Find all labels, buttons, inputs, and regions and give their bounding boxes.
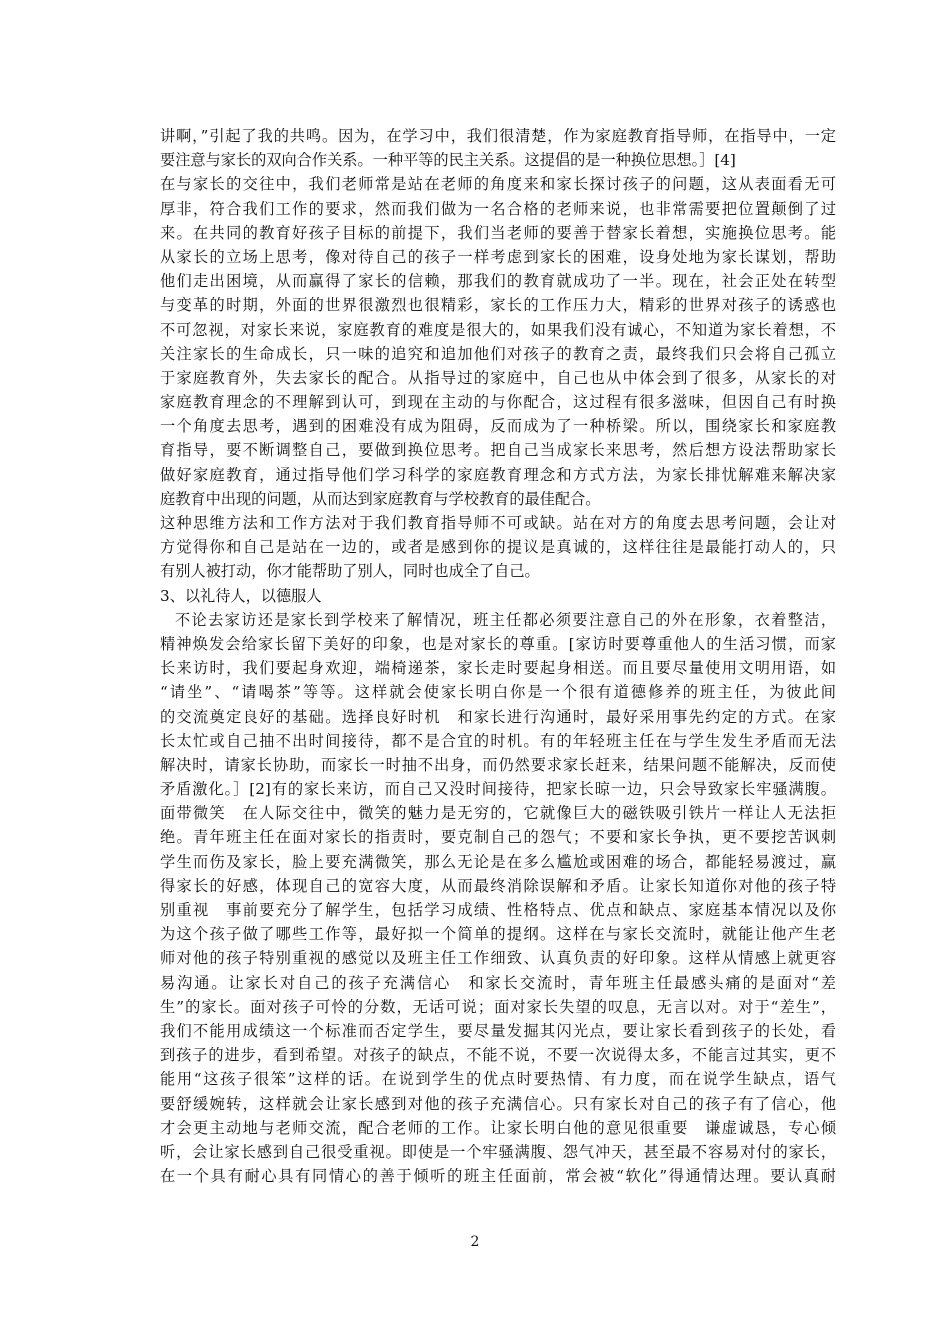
text-line: 要注意与家长的双向合作关系。一种平等的民主关系。这提倡的是一种换位思想。］[4] <box>160 151 736 170</box>
text-line: “请坐”、“请喝茶”等等。这样就会使家长明白你是一个很有道德修养的班主任，为彼此间 <box>160 683 836 702</box>
text-line: 学生而伤及家长，脸上要充满微笑，那么无论是在多么尴尬或困难的场合，都能轻易渡过，赢 <box>160 852 836 871</box>
text-line: 3、以礼待人，以德服人 <box>160 586 322 605</box>
page-number: 2 <box>470 1234 480 1250</box>
text-line: 育指导，要不断调整自己，要做到换位思考。把自己当成家长来思考，然后想方设法帮助家长 <box>160 441 836 460</box>
text-line: 面带微笑 在人际交往中，微笑的魅力是无穷的，它就像巨大的磁铁吸引铁片一样让人无法拒 <box>160 804 836 823</box>
text-line: 来。在共同的教育好孩子目标的前提下，我们当老师的要善于替家长着想，实施换位思考。能 <box>160 223 836 242</box>
text-line: 得家长的好感，体现自己的宽容大度，从而最终消除误解和矛盾。让家长知道你对他的孩子特 <box>160 876 836 895</box>
text-line: 别重视 事前要充分了解学生，包括学习成绩、性格特点、优点和缺点、家庭基本情况以及你 <box>160 901 836 919</box>
text-line: 家庭教育理念的不理解到认可，到现在主动的与你配合，这过程有很多滋味，但因自己有时换 <box>160 393 836 412</box>
text-line: 绝。青年班主任在面对家长的指责时，要克制自己的怨气；不要和家长争执，更不要挖苦讽刺 <box>160 828 836 847</box>
text-line: 听，会让家长感到自己很受重视。即使是一个牢骚满腹、怨气冲天，甚至最不容易对付的家长， <box>160 1142 836 1161</box>
text-line: 不可忽视，对家长来说，家庭教育的难度是很大的，如果我们没有诚心，不知道为家长着想，不 <box>160 320 836 339</box>
text-line: 庭教育中出现的问题，从而达到家庭教育与学校教育的最佳配合。 <box>160 489 601 508</box>
text-line: 方觉得你和自己是站在一边的，或者是感到你的提议是真诚的，这样往往是最能打动人的，只 <box>160 538 836 557</box>
text-line: 关注家长的生命成长，只一味的追究和追加他们对孩子的教育之责，最终我们只会将自己孤立 <box>160 344 836 363</box>
text-line: 于家庭教育外，失去家长的配合。从指导过的家庭中，自己也从中体会到了很多，从家长的对 <box>160 368 836 387</box>
text-line: 生”的家长。面对孩子可怜的分数，无话可说；面对家长失望的叹息，无言以对。对于“差生”， <box>160 997 836 1016</box>
text-line: 为这个孩子做了哪些工作等，最好拟一个简单的提纲。这样在与家长交流时，就能让他产生老 <box>160 925 836 944</box>
text-line: 长来访时，我们要起身欢迎，端椅递茶，家长走时要起身相送。而且要尽量使用文明用语，如 <box>160 659 836 678</box>
text-line: 才会更主动地与老师交流，配合老师的工作。让家长明白他的意见很重要 谦虚诚恳，专心倾 <box>160 1118 836 1137</box>
text-line: 在与家长的交往中，我们老师常是站在老师的角度来和家长探讨孩子的问题，这从表面看无可 <box>160 175 836 194</box>
text-line: 矛盾激化。］[2]有的家长来访，而自己又没时间接待，把家长晾一边，只会导致家长牢骚满腹。 <box>160 780 836 799</box>
text-line: 师对他的孩子特别重视的感觉以及班主任工作细致、认真负责的好印象。这样从情感上就更容 <box>160 949 836 968</box>
text-line: 的交流奠定良好的基础。选择良好时机 和家长进行沟通时，最好采用事先约定的方式。在家 <box>160 707 836 726</box>
text-line: 在一个具有耐心具有同情心的善于倾听的班主任面前，常会被“软化”得通情达理。要认真耐 <box>160 1167 836 1186</box>
text-line: 易沟通。让家长对自己的孩子充满信心 和家长交流时，青年班主任最感头痛的是面对“差 <box>160 973 836 992</box>
text-line: 一个角度去思考，遇到的困难没有成为阻碍，反而成为了一种桥梁。所以，围绕家长和家庭教 <box>160 417 836 436</box>
body-text <box>160 124 836 1188</box>
text-line: 到孩子的进步，看到希望。对孩子的缺点，不能不说，不要一次说得太多，不能言过其实，更不 <box>160 1046 836 1065</box>
text-line: 能用“这孩子很笨”这样的话。在说到学生的优点时要热情、有力度，而在说学生缺点，语气 <box>160 1070 836 1089</box>
text-line: 有别人被打动，你才能帮助了别人，同时也成全了自己。 <box>160 562 540 581</box>
text-line: 他们走出困境，从而赢得了家长的信赖，那我们的教育就成功了一半。现在，社会正处在转型 <box>160 272 836 291</box>
text-line: 这种思维方法和工作方法对于我们教育指导师不可或缺。站在对方的角度去思考问题，会让对 <box>160 514 836 532</box>
text-line: 不论去家访还是家长到学校来了解情况，班主任都必须要注意自己的外在形象，衣着整洁， <box>175 610 836 629</box>
text-line: 厚非，符合我们工作的要求，然而我们做为一名合格的老师来说，也非常需要把位置颠倒了过 <box>160 199 836 218</box>
text-line: 解决时，请家长协助，而家长一时抽不出身，而仍然要求家长赶来，结果问题不能解决，反而使 <box>160 755 836 774</box>
text-line: 与变革的时期，外面的世界很激烈也很精彩，家长的工作压力大，精彩的世界对孩子的诱惑也 <box>160 296 836 315</box>
text-line: 从家长的立场上思考，像对待自己的孩子一样考虑到家长的困难，设身处地为家长谋划，帮助 <box>160 247 836 266</box>
text-line: 要舒缓婉转，这样就会让家长感到对他的孩子充满信心。只有家长对自己的孩子有了信心，他 <box>160 1094 836 1113</box>
text-line: 精神焕发会给家长留下美好的印象，也是对家长的尊重。[家访时要尊重他人的生活习惯，而家 <box>160 634 836 653</box>
text-line: 我们不能用成绩这一个标准而否定学生，要尽量发掘其闪光点，要让家长看到孩子的长处，看 <box>160 1021 836 1040</box>
text-line: 长太忙或自己抽不出时间接待，都不是合宜的时机。有的年轻班主任在与学生发生矛盾而无法 <box>160 731 836 750</box>
text-line: 讲啊，”引起了我的共鸣。因为，在学习中，我们很清楚，作为家庭教育指导师，在指导中，一定 <box>160 127 836 145</box>
text-line: 做好家庭教育，通过指导他们学习科学的家庭教育理念和方式方法，为家长排忧解难来解决家 <box>160 465 836 484</box>
